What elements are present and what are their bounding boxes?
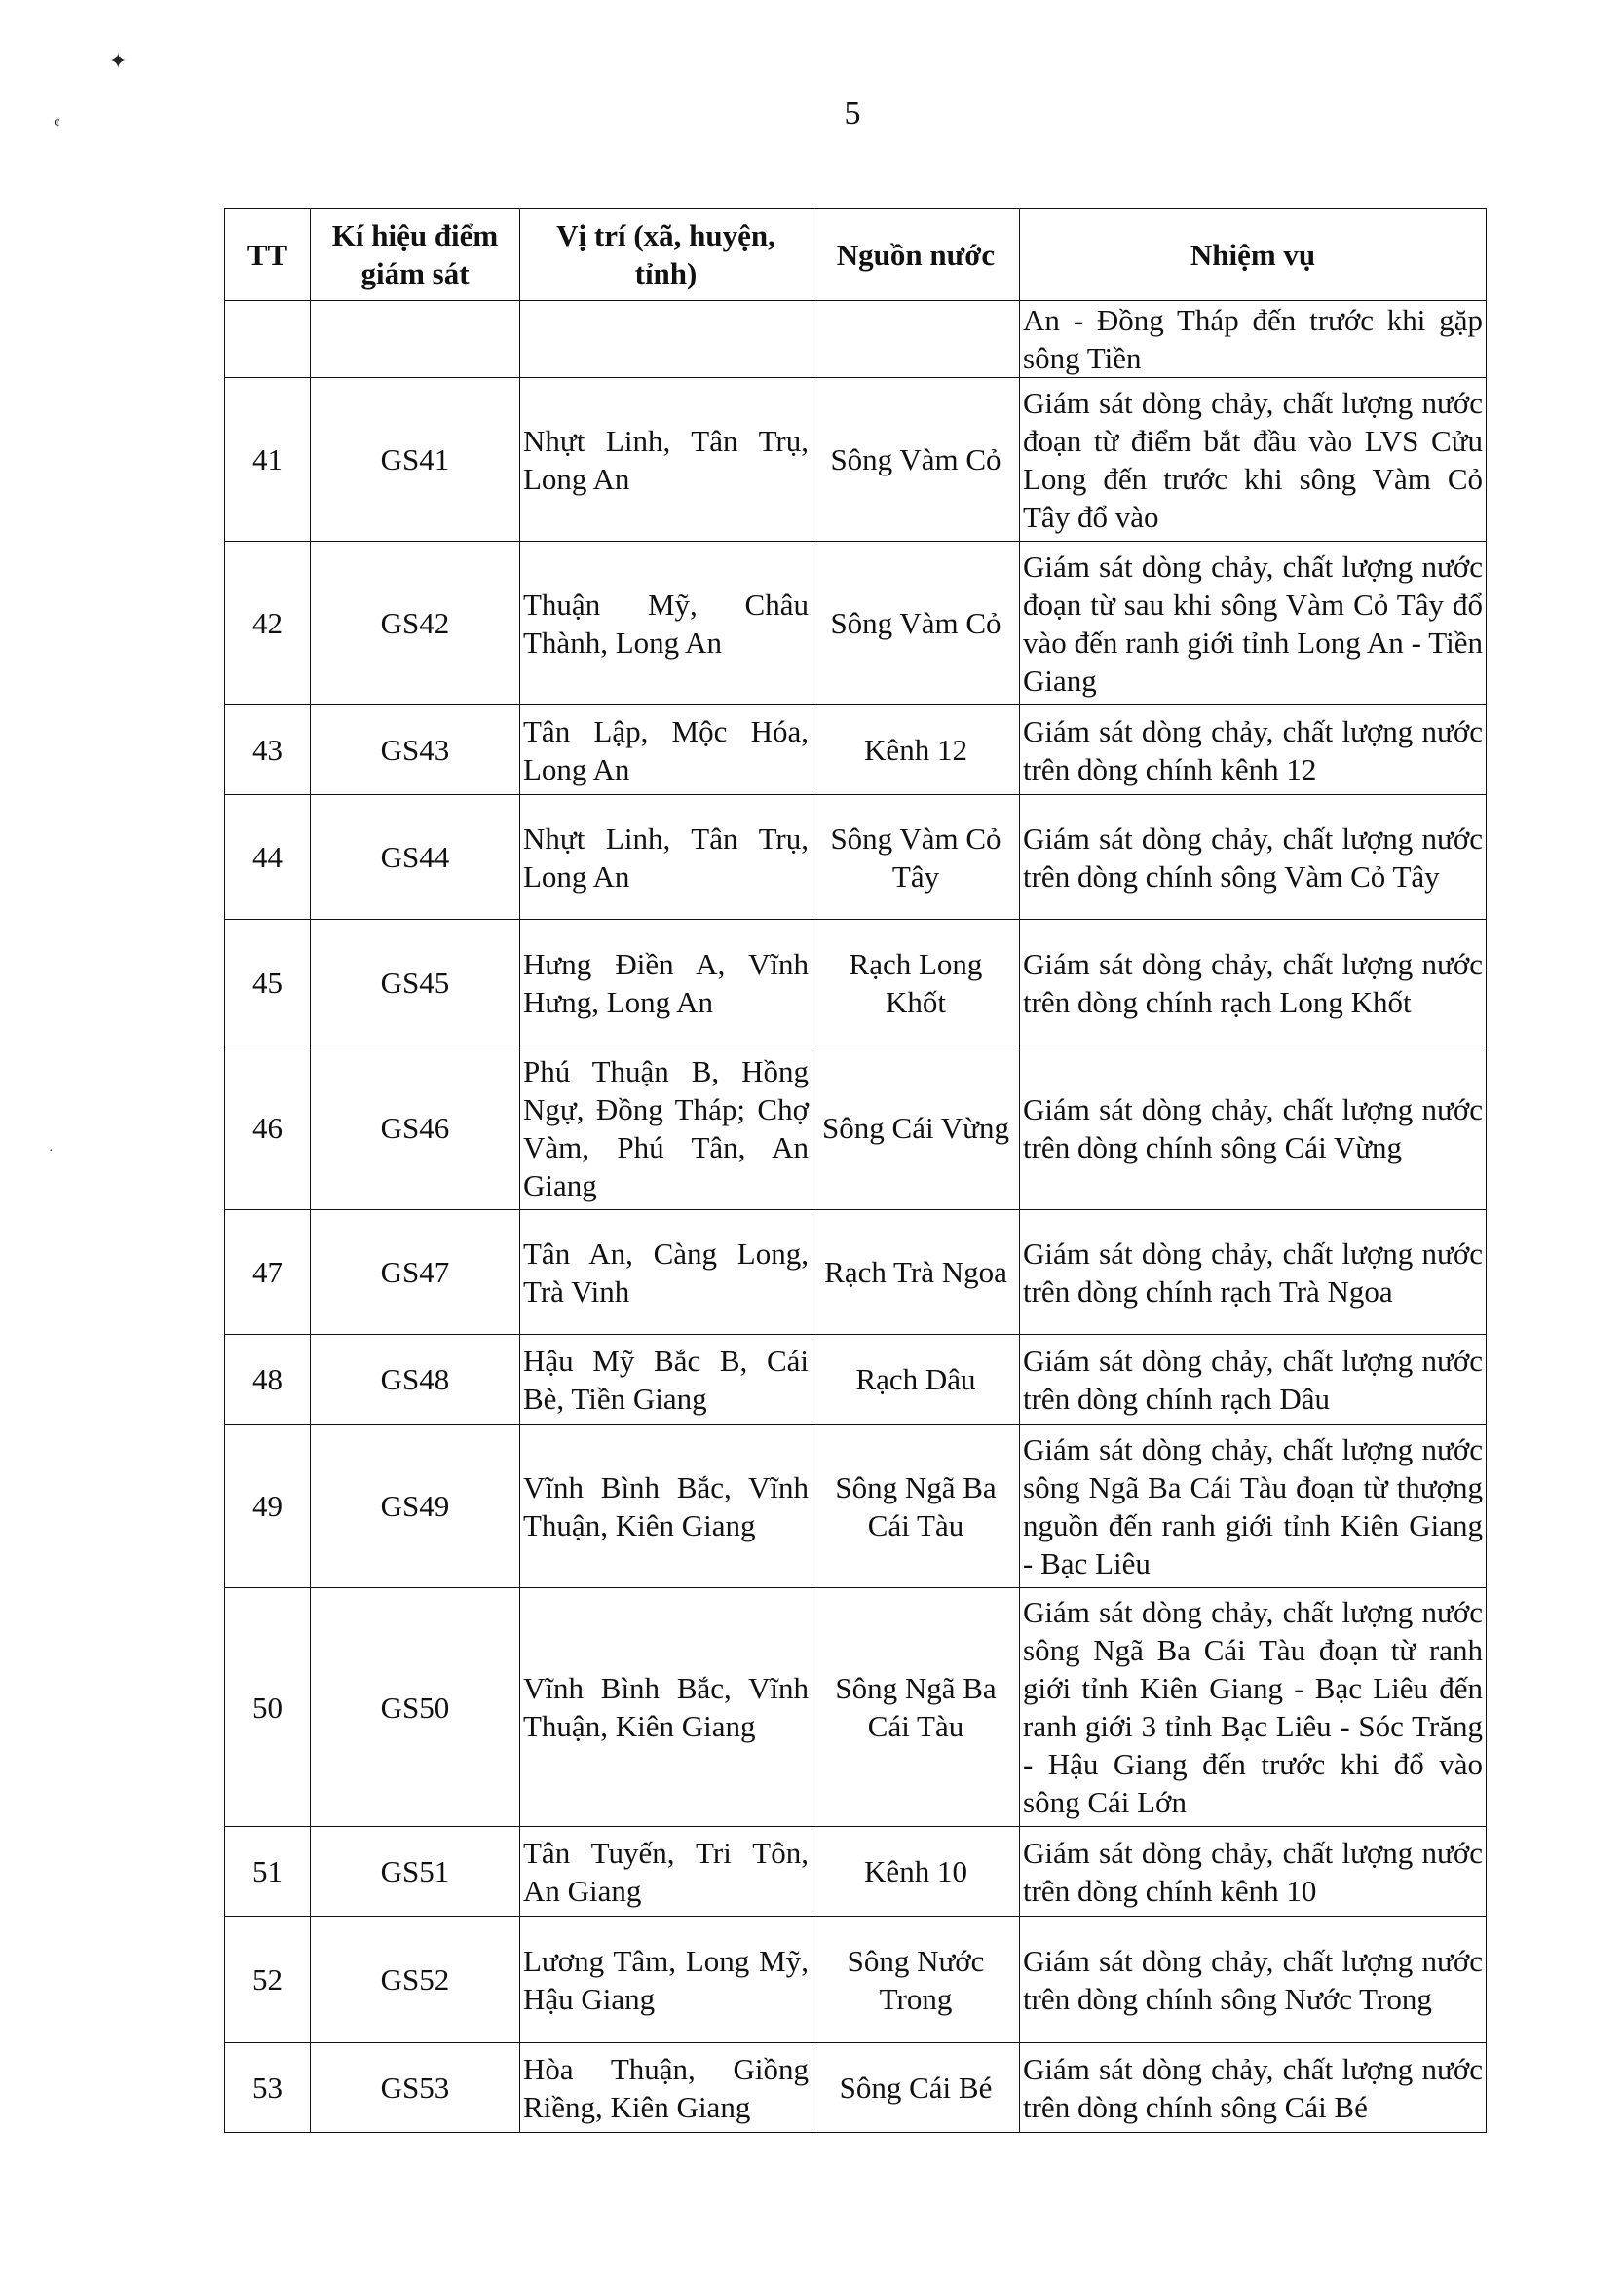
cell-task: Giám sát dòng chảy, chất lượng nước đoạn từ điểm bắt đầu vào LVS Cửu Long đến trước khi sông Vàm Cỏ Tây đổ vào	[1020, 378, 1487, 542]
scan-speck: ✦	[109, 49, 128, 73]
cell-location: Nhựt Linh, Tân Trụ, Long An	[520, 378, 812, 542]
monitoring-points-table	[224, 208, 1487, 2133]
cell-location: Hưng Điền A, Vĩnh Hưng, Long An	[520, 920, 812, 1046]
page-number: 5	[844, 95, 861, 132]
cell-tt: 50	[225, 1588, 311, 1827]
cell-task: Giám sát dòng chảy, chất lượng nước trên dòng chính kênh 10	[1020, 1827, 1487, 1917]
cell-tt: 49	[225, 1425, 311, 1588]
cell-location: Lương Tâm, Long Mỹ, Hậu Giang	[520, 1917, 812, 2043]
cell-location: Hòa Thuận, Giồng Riềng, Kiên Giang	[520, 2043, 812, 2133]
cell-source: Sông Cái Vừng	[812, 1046, 1020, 1210]
cell-location: Tân Tuyến, Tri Tôn, An Giang	[520, 1827, 812, 1917]
cell-source: Sông Vàm Cỏ Tây	[812, 795, 1020, 920]
cell-tt: 46	[225, 1046, 311, 1210]
table-row	[225, 795, 1487, 920]
cell-source	[812, 301, 1020, 378]
table-row	[225, 705, 1487, 795]
cell-source: Sông Vàm Cỏ	[812, 542, 1020, 705]
cell-tt: 48	[225, 1335, 311, 1425]
table-row	[225, 1917, 1487, 2043]
cell-task: An - Đồng Tháp đến trước khi gặp sông Tiền	[1020, 301, 1487, 378]
cell-location: Vĩnh Bình Bắc, Vĩnh Thuận, Kiên Giang	[520, 1588, 812, 1827]
cell-task: Giám sát dòng chảy, chất lượng nước sông Ngã Ba Cái Tàu đoạn từ ranh giới tỉnh Kiên Giang - Bạc Liêu đến ranh giới 3 tỉnh Bạc Liêu - Sóc Trăng - Hậu Giang đến trước khi đổ vào sông Cái Lớn	[1020, 1588, 1487, 1827]
cell-source: Kênh 12	[812, 705, 1020, 795]
cell-tt: 42	[225, 542, 311, 705]
header-source: Nguồn nước	[812, 209, 1020, 301]
table-row	[225, 2043, 1487, 2133]
cell-task: Giám sát dòng chảy, chất lượng nước trên dòng chính sông Vàm Cỏ Tây	[1020, 795, 1487, 920]
cell-task: Giám sát dòng chảy, chất lượng nước trên dòng chính kênh 12	[1020, 705, 1487, 795]
cell-source: Sông Nước Trong	[812, 1917, 1020, 2043]
cell-task: Giám sát dòng chảy, chất lượng nước trên dòng chính rạch Dâu	[1020, 1335, 1487, 1425]
cell-tt: 43	[225, 705, 311, 795]
cell-symbol: GS52	[311, 1917, 520, 2043]
cell-location: Hậu Mỹ Bắc B, Cái Bè, Tiền Giang	[520, 1335, 812, 1425]
table-row	[225, 1827, 1487, 1917]
cell-task: Giám sát dòng chảy, chất lượng nước trên dòng chính sông Nước Trong	[1020, 1917, 1487, 2043]
cell-task: Giám sát dòng chảy, chất lượng nước trên dòng chính rạch Long Khốt	[1020, 920, 1487, 1046]
cell-location: Vĩnh Bình Bắc, Vĩnh Thuận, Kiên Giang	[520, 1425, 812, 1588]
cell-location: Nhựt Linh, Tân Trụ, Long An	[520, 795, 812, 920]
cell-symbol: GS51	[311, 1827, 520, 1917]
cell-task: Giám sát dòng chảy, chất lượng nước đoạn từ sau khi sông Vàm Cỏ Tây đổ vào đến ranh giới tỉnh Long An - Tiền Giang	[1020, 542, 1487, 705]
header-task: Nhiệm vụ	[1020, 209, 1487, 301]
cell-symbol: GS46	[311, 1046, 520, 1210]
cell-symbol	[311, 301, 520, 378]
cell-location: Tân An, Càng Long, Trà Vinh	[520, 1210, 812, 1335]
table-row-continued	[225, 301, 1487, 378]
cell-task: Giám sát dòng chảy, chất lượng nước trên dòng chính rạch Trà Ngoa	[1020, 1210, 1487, 1335]
cell-source: Rạch Trà Ngoa	[812, 1210, 1020, 1335]
cell-tt: 45	[225, 920, 311, 1046]
cell-symbol: GS50	[311, 1588, 520, 1827]
table-row	[225, 1210, 1487, 1335]
cell-source: Sông Ngã Ba Cái Tàu	[812, 1588, 1020, 1827]
scan-speck: ¢	[54, 116, 60, 131]
cell-symbol: GS48	[311, 1335, 520, 1425]
cell-symbol: GS47	[311, 1210, 520, 1335]
cell-tt	[225, 301, 311, 378]
cell-location: Thuận Mỹ, Châu Thành, Long An	[520, 542, 812, 705]
cell-tt: 41	[225, 378, 311, 542]
cell-tt: 44	[225, 795, 311, 920]
cell-symbol: GS42	[311, 542, 520, 705]
cell-task: Giám sát dòng chảy, chất lượng nước trên dòng chính sông Cái Vừng	[1020, 1046, 1487, 1210]
table-header-row	[225, 209, 1487, 301]
cell-tt: 52	[225, 1917, 311, 2043]
cell-symbol: GS44	[311, 795, 520, 920]
cell-symbol: GS43	[311, 705, 520, 795]
scan-speck: ·	[49, 1144, 54, 1159]
table-row	[225, 378, 1487, 542]
header-symbol: Kí hiệu điểm giám sát	[311, 209, 520, 301]
cell-source: Sông Cái Bé	[812, 2043, 1020, 2133]
table-row	[225, 1588, 1487, 1827]
cell-symbol: GS53	[311, 2043, 520, 2133]
cell-tt: 53	[225, 2043, 311, 2133]
header-tt: TT	[225, 209, 311, 301]
cell-symbol: GS41	[311, 378, 520, 542]
table-row	[225, 1335, 1487, 1425]
cell-task: Giám sát dòng chảy, chất lượng nước trên dòng chính sông Cái Bé	[1020, 2043, 1487, 2133]
cell-source: Sông Ngã Ba Cái Tàu	[812, 1425, 1020, 1588]
cell-symbol: GS49	[311, 1425, 520, 1588]
header-location: Vị trí (xã, huyện, tỉnh)	[520, 209, 812, 301]
cell-symbol: GS45	[311, 920, 520, 1046]
cell-source: Rạch Dâu	[812, 1335, 1020, 1425]
cell-source: Sông Vàm Cỏ	[812, 378, 1020, 542]
cell-task: Giám sát dòng chảy, chất lượng nước sông Ngã Ba Cái Tàu đoạn từ thượng nguồn đến ranh giới tỉnh Kiên Giang - Bạc Liêu	[1020, 1425, 1487, 1588]
table-row	[225, 1425, 1487, 1588]
table-row	[225, 542, 1487, 705]
cell-source: Rạch Long Khốt	[812, 920, 1020, 1046]
cell-tt: 51	[225, 1827, 311, 1917]
cell-location	[520, 301, 812, 378]
cell-tt: 47	[225, 1210, 311, 1335]
cell-location: Tân Lập, Mộc Hóa, Long An	[520, 705, 812, 795]
cell-source: Kênh 10	[812, 1827, 1020, 1917]
table-row	[225, 920, 1487, 1046]
cell-location: Phú Thuận B, Hồng Ngự, Đồng Tháp; Chợ Vàm, Phú Tân, An Giang	[520, 1046, 812, 1210]
table-row	[225, 1046, 1487, 1210]
